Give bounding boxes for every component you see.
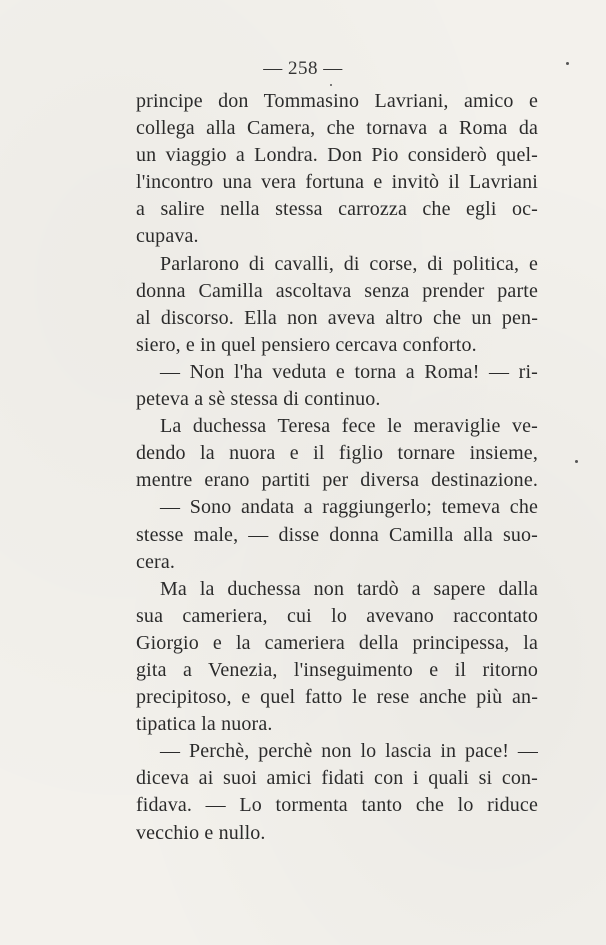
text-line: vecchio e nullo. xyxy=(136,821,266,844)
text-line: — Sono andata a raggiungerlo; temeva che xyxy=(160,496,538,519)
body-text xyxy=(136,88,538,847)
text-line: precipitoso, e quel fatto le rese anche più an- xyxy=(136,686,538,709)
text-line: siero, e in quel pensiero cercava conforto. xyxy=(136,333,477,356)
text-line: principe don Tommasino Lavriani, amico e xyxy=(136,90,538,112)
text-line: — Non l'ha veduta e torna a Roma! — ri- xyxy=(160,360,538,383)
text-line: a salire nella stessa carrozza che egli oc- xyxy=(136,198,538,221)
ink-speck xyxy=(575,460,578,463)
text-line: un viaggio a Londra. Don Pio considerò quel- xyxy=(136,144,538,167)
text-line: tipatica la nuora. xyxy=(136,713,273,736)
text-line: — Perchè, perchè non lo lascia in pace! — xyxy=(160,740,538,763)
text-line: donna Camilla ascoltava senza prender parte xyxy=(136,279,538,302)
text-line: collega alla Camera, che tornava a Roma da xyxy=(136,117,538,140)
text-line: fidava. — Lo tormenta tanto che lo riduce xyxy=(136,794,538,817)
ink-speck xyxy=(330,84,332,86)
text-line: stesse male, — disse donna Camilla alla suo- xyxy=(136,523,538,546)
text-line: cera. xyxy=(136,550,176,573)
text-line: Giorgio e la cameriera della principessa, la xyxy=(136,631,538,654)
text-line: Parlarono di cavalli, di corse, di politica, e xyxy=(160,252,538,275)
text-line: gita a Venezia, l'inseguimento e il ritorno xyxy=(136,658,538,681)
text-line: l'incontro una vera fortuna e invitò il Lavriani xyxy=(136,171,538,194)
text-line: mentre erano partiti per diversa destinazione. xyxy=(136,469,538,492)
text-line: Ma la duchessa non tardò a sapere dalla xyxy=(160,577,538,600)
page-number: — 258 — xyxy=(263,58,343,79)
text-line: sua cameriera, cui lo avevano raccontato xyxy=(136,604,538,627)
text-line: diceva ai suoi amici fidati con i quali si con- xyxy=(136,767,538,790)
text-line: peteva a sè stessa di continuo. xyxy=(136,388,381,411)
text-line: dendo la nuora e il figlio tornare insieme, xyxy=(136,442,538,465)
text-line: al discorso. Ella non aveva altro che un pen- xyxy=(136,306,538,329)
text-line: cupava. xyxy=(136,225,199,248)
text-line: La duchessa Teresa fece le meraviglie ve- xyxy=(160,415,538,438)
